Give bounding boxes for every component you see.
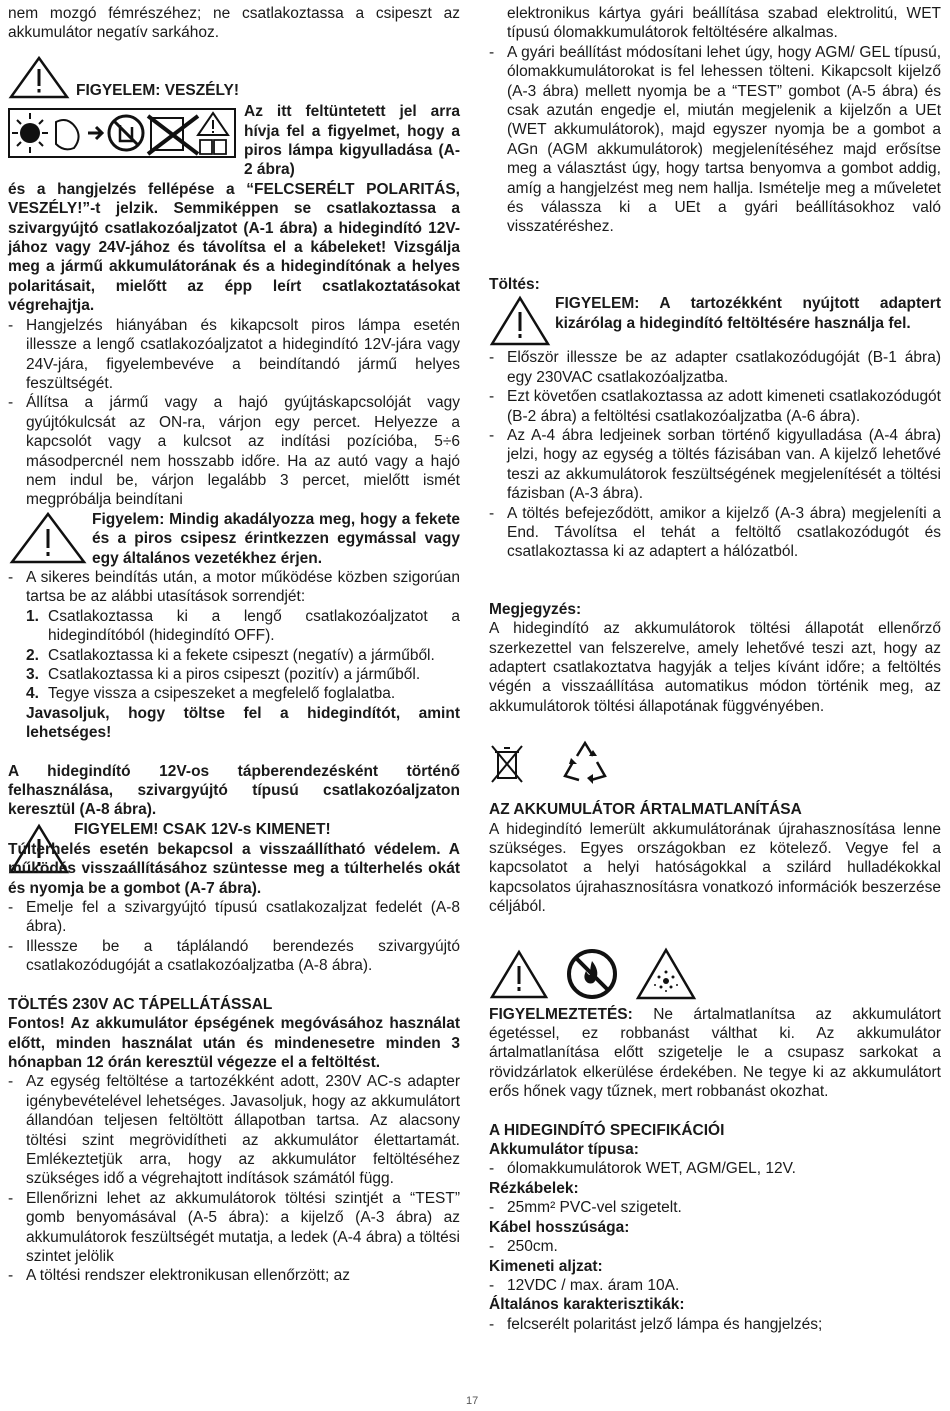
output-warning-text: Túlterhelés esetén bekapcsol a visszaállítható védelem. A működés visszaállításához szüntesse meg a túlterhelés okát és nyomja be a gombot (A-7 ábra). (8, 840, 460, 897)
left-column (8, 4, 460, 1286)
hazard-pictograms-icon (8, 108, 236, 158)
list-item: - Először illessze be az adapter csatlakozódugóját (B-1 ábra) egy 230VAC csatlakozóaljzatba. (489, 348, 941, 387)
charge-title: TÖLTÉS 230V AC TÁPELLÁTÁSSAL (8, 995, 273, 1013)
cont-text-1: elektronikus kártya gyári beállítása szabad elektrolitú, WET típusú ólomakkumulátorok feltöltésére alkalmas. (507, 5, 941, 42)
setting-list (489, 43, 941, 237)
list-item: - A sikeres beindítás után, a motor működése közben szigorúan tartsa be az alábbi utasítások sorrendjét: (8, 568, 460, 607)
danger-text-a: Az itt feltüntetett jel arra hívja fel a figyelmet, hogy a piros lámpa kigyulladása (A-2 ábra) (244, 103, 460, 179)
charge-important: Fontos! Az akkumulátor épségének megóvásához használat előtt, minden használat után és mindenesetre minden 3 hónapban 12 órán keresztül végezze el a feltöltést. (8, 1015, 460, 1071)
danger-title: FIGYELEM: VESZÉLY! (76, 81, 240, 99)
list-item: - A gyári beállítást módosítani lehet úgy, hogy AGM/ GEL típusú, ólomakkumulátorokat is fel lehessen tölteni. Kikapcsolt kijelző (A-3 ábra) mellett nyomja be a “TEST” gombot (A-5 ábra) és csak azután engedje el, miután megjelenik a kijelzőn a UEt (WET akkumulátorok), majd egyszer nyomja be a gombot a AGn (AGM akkumulátorok) megjelenítéséhez majd erősítse meg a választást úgy, hogy tartsa benyomva a gombot addig, amíg a hangjelzést meg nem hallja. Ismételje meg a műveletet és válassza ki a UEt a gyári beállításokhoz való visszatéréshez. (489, 43, 941, 237)
list-item: - A töltés befejeződött, amikor a kijelző (A-3 ábra) megjeleníti a End. Távolítsa el tehát a feltöltő csatlakozódugót és csatlakoztassa ki az adaptert a hálózatból. (489, 504, 941, 562)
disposal-title: AZ AKKUMULÁTOR ÁRTALMATLANÍTÁSA (489, 801, 802, 819)
warning-triangle-icon (8, 55, 70, 99)
list-item: - Ellenőrizni lehet az akkumulátorok töltési szintjét a “TEST” gomb benyomásával (A-5 ábra): a kijelző (A-3 ábra) az akkumulátorok feszültségét mutatja, a ledek (A-4 ábra) a töltési szintet jelölik (8, 1189, 460, 1267)
recommend-text: Javasoljuk, hogy töltse fel a hidegindítót, amint lehetséges! (26, 704, 460, 742)
spec-label: Akkumulátor típusa: (489, 1141, 639, 1159)
explosion-icon (635, 947, 697, 1001)
spec-label: Kimeneti aljzat: (489, 1257, 603, 1275)
page-number: 17 (466, 1395, 479, 1407)
spec-label: Rézkábelek: (489, 1179, 579, 1197)
danger-header (8, 55, 460, 100)
warning-triangle-icon (489, 949, 549, 999)
adapter-warning (489, 294, 941, 348)
list-item: - A töltési rendszer elektronikusan ellenőrzött; az (8, 1266, 460, 1285)
crossed-bin-icon (489, 742, 525, 784)
list-item: 1. Csatlakoztassa ki a lengő csatlakozóaljzatot a hidegindítóból (hidegindító OFF). (26, 607, 460, 645)
list-item: - Az A-4 ábra ledjeinek sorban történő kigyulladása (A-4 ábra) jelzi, hogy az egység a töltés fázisában van. A kijelző lehetővé teszi az akkumulátorok feszültségének megjelenítését a töltési fázisban (A-3 ábra). (489, 426, 941, 504)
list-item: - Állítsa a jármű vagy a hajó gyújtáskapcsolóját vagy gyújtókulcsát az ON-ra, várjon egy percet. Helyezze a kapcsolót vagy a kulcsot az indítási pozícióba, 5÷6 másodpercnél nem hosszabb időre. Ha az autó vagy a hajó nem indul be, várjon legalább 3 percet, mielőtt ismét megpróbálja beindítani (8, 393, 460, 509)
charging-bullets (489, 348, 941, 561)
list-item: - Az egység feltöltése a tartozékként adott, 230V AC-s adapter igénybevételével lehetséges. Javasoljuk, hogy az akkumulátort állandóan teljesen feltöltött állapotban tartsa. Az alacsony töltési szint megrövidítheti az akkumulátor élettartamát. Emlékeztetjük arra, hogy az akkumulátor feltöltéséhez szükséges idő a végrehajtott indítások számától függ. (8, 1072, 460, 1188)
list-item: - Ezt követően csatlakoztassa az adott kimeneti csatlakozódugót (B-2 ábra) a feltöltési csatlakozóaljzatba (A-6 ábra). (489, 387, 941, 426)
list-item: - Emelje fel a szivargyújtó típusú csatlakozaljzat fedelét (A-8 ábra). (8, 898, 460, 937)
charging-title: Töltés: (489, 275, 540, 293)
danger-block (8, 102, 460, 180)
warning-text: Ne ártalmatlanítsa az akkumulátort égetéssel, ez robbanást válthat ki. Az akkumulátor ártalmatlanítása előtt szigetelje le a csupasz sarkokat a rövidzárlatok elkerülése érdekében. Ne tegye ki az akkumulátort erős hőnek vagy tűznek, mert robbanást okozhat. (489, 1005, 941, 1101)
spec-value: - 12VDC / max. áram 10A. (489, 1276, 941, 1295)
spec-title: A HIDEGINDÍTÓ SPECIFIKÁCIÓI (489, 1121, 725, 1139)
warning-label: FIGYELMEZTETÉS: (489, 1005, 633, 1023)
spec-value: - 250cm. (489, 1237, 941, 1256)
warning-triangle-icon (489, 294, 551, 348)
intro-text: nem mozgó fémrészéhez; ne csatlakoztassa a csipeszt az akkumulátor negatív sarkához. (8, 5, 460, 42)
spec-value: - ólomakkumulátorok WET, AGM/GEL, 12V. (489, 1159, 941, 1178)
list-item: 4. Tegye vissza a csipeszeket a megfelelő foglalatba. (26, 685, 396, 703)
recycling-icons (489, 738, 941, 788)
spec-value: - 25mm² PVC-vel szigetelt. (489, 1198, 941, 1217)
clip-warning-text: Figyelem: Mindig akadályozza meg, hogy a fekete és a piros csipesz érintkezzen egymással vagy egy általános vezetékhez érjen. (92, 510, 460, 567)
adapter-warning-text: FIGYELEM: A tartozékként nyújtott adaptert kizárólag a hidegindító feltöltésére használja fel. (555, 295, 941, 332)
list-item: - Illessze be a táplálandó berendezés szivargyújtó csatlakozódugóját a csatlakozóaljzatba (A-8 ábra). (8, 937, 460, 976)
hazard-icons (489, 947, 941, 1001)
start-bullets (8, 316, 460, 510)
list-item: - Hangjelzés hiányában és kikapcsolt piros lámpa esetén illessze a lengő csatlakozóaljzatot a hidegindító 12V-jára vagy 24V-jára, figyelembevéve a beindítandó jármű helyes feszültségét. (8, 316, 460, 394)
spec-list (489, 1140, 941, 1334)
output-warning-title: FIGYELEM! CSAK 12V-s KIMENET! (74, 820, 331, 838)
no-fire-icon (565, 947, 619, 1001)
step-list (8, 607, 460, 704)
note-title: Megjegyzés: (489, 600, 582, 618)
clip-warning (8, 510, 460, 568)
socket-bullets (8, 898, 460, 976)
after-start-list (8, 568, 460, 607)
list-item: 2. Csatlakoztassa ki a fekete csipeszt (negatív) a járműből. (26, 646, 435, 664)
charge-bullets (8, 1072, 460, 1285)
danger-text-b: és a hangjelzés fellépése a “FELCSERÉLT POLARITÁS, VESZÉLY!”-t jelzik. Semmiképpen se csatlakoztassa a szivargyújtó csatlakozóaljzatot (A-1 ábra) a hidegindító 12V-jához vagy 24V-jához és távolítsa el a kábeleket! Vizsgálja meg a jármű akkumulátorának és a hidegindítónak a helyes polaritásait, mielőtt az épp leírt csatlakoztatásokat végrehajtja. (8, 180, 460, 315)
warning-paragraph (489, 1005, 941, 1102)
warning-triangle-icon (8, 510, 88, 564)
spec-label: Általános karakterisztikák: (489, 1296, 685, 1314)
supply-title: A hidegindító 12V-os tápberendezésként történő felhasználása, szivargyújtó típusú csatlakozóaljzaton keresztül (A-8 ábra). (8, 762, 460, 819)
note-text: A hidegindító az akkumulátorok töltési állapotát ellenőrző szerkezettel van felszerelve, amely lehetővé teszi azt, hogy az adaptert csatlakoztatva hagyják a teljes kívánt időre; a feltöltés végén a visszaállítása automatikus módon történik meg, az akkumulátorok töltési állapotának függvényében. (489, 620, 941, 715)
list-item: 3. Csatlakoztassa ki a piros csipeszt (pozitív) a járműből. (26, 666, 421, 683)
spec-value: - felcserélt polaritást jelző lámpa és hangjelzés; (489, 1315, 941, 1334)
right-column (489, 4, 941, 1334)
disposal-text: A hidegindító lemerült akkumulátorának újrahasznosítása lenne szükséges. Egyes országokban ez kötelező. Vegye fel a kapcsolatot a helyi hatóságokkal a szilárd hulladékokkal kapcsolatos újrahasznosításra vonatkozó információk beszerzése céljából. (489, 820, 941, 916)
spec-label: Kábel hosszúsága: (489, 1218, 630, 1236)
recycle-icon (559, 738, 611, 788)
